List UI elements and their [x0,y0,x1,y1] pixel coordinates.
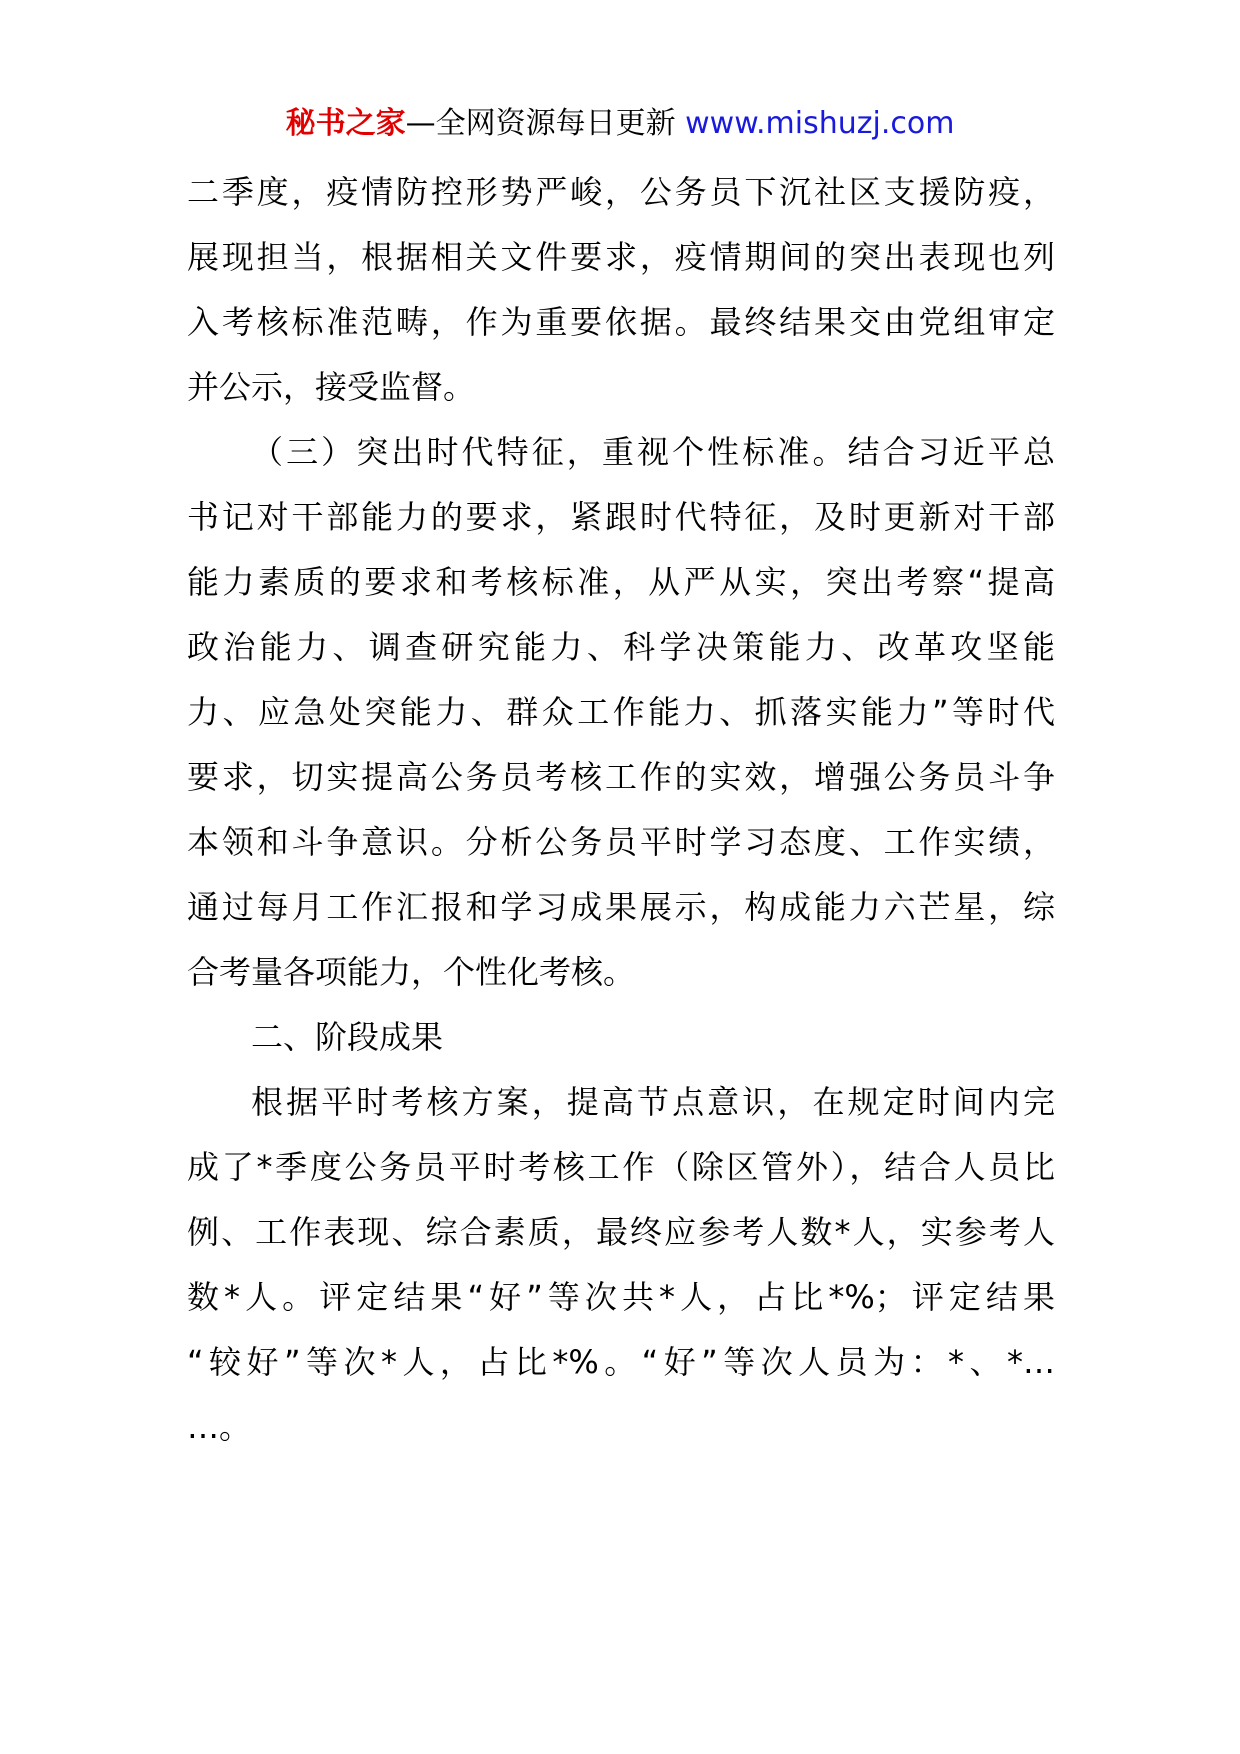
section-heading-line: （三）突出时代特征，重视个性标准。结合习近平总 [251,433,1055,471]
text-line: 通过每月工作汇报和学习成果展示，构成能力六芒星，综 [187,888,1055,926]
text-line: 书记对干部能力的要求，紧跟时代特征，及时更新对干部 [187,498,1055,536]
text-line: 力、应急处突能力、群众工作能力、抓落实能力”等时代 [187,693,1055,731]
text-line: 成了*季度公务员平时考核工作（除区管外），结合人员比 [187,1148,1055,1186]
text-line: 能力素质的要求和考核标准，从严从实，突出考察“提高 [187,563,1055,601]
text-line: 二季度，疫情防控形势严峻，公务员下沉社区支援防疫， [187,173,1055,211]
text-line: “较好”等次*人，占比*%。“好”等次人员为：*、*… [187,1343,1055,1381]
text-line: 例、工作表现、综合素质，最终应参考人数*人，实参考人 [187,1213,1055,1251]
section-title: 二、阶段成果 [251,1018,444,1056]
brand-name: 秘书之家 [285,106,406,141]
text-line: 本领和斗争意识。分析公务员平时学习态度、工作实绩， [187,823,1055,861]
text-line: 并公示，接受监督。 [187,368,476,406]
text-line: 根据平时考核方案，提高节点意识，在规定时间内完 [251,1083,1055,1121]
text-line: 入考核标准范畴，作为重要依据。最终结果交由党组审定 [187,303,1055,341]
text-line: 政治能力、调查研究能力、科学决策能力、改革攻坚能 [187,628,1055,666]
text-line: 数*人。评定结果“好”等次共*人，占比*%；评定结果 [187,1278,1055,1316]
website-link[interactable]: www.mishuzj.com [685,106,955,141]
document-body [187,160,1055,1460]
text-line: 合考量各项能力，个性化考核。 [187,953,636,991]
text-line: 要求，切实提高公务员考核工作的实效，增强公务员斗争 [187,758,1055,796]
page-header [0,104,1240,144]
text-line: …。 [187,1408,252,1446]
header-tagline: —全网资源每日更新 [405,106,686,141]
text-line: 展现担当，根据相关文件要求，疫情期间的突出表现也列 [187,238,1055,276]
